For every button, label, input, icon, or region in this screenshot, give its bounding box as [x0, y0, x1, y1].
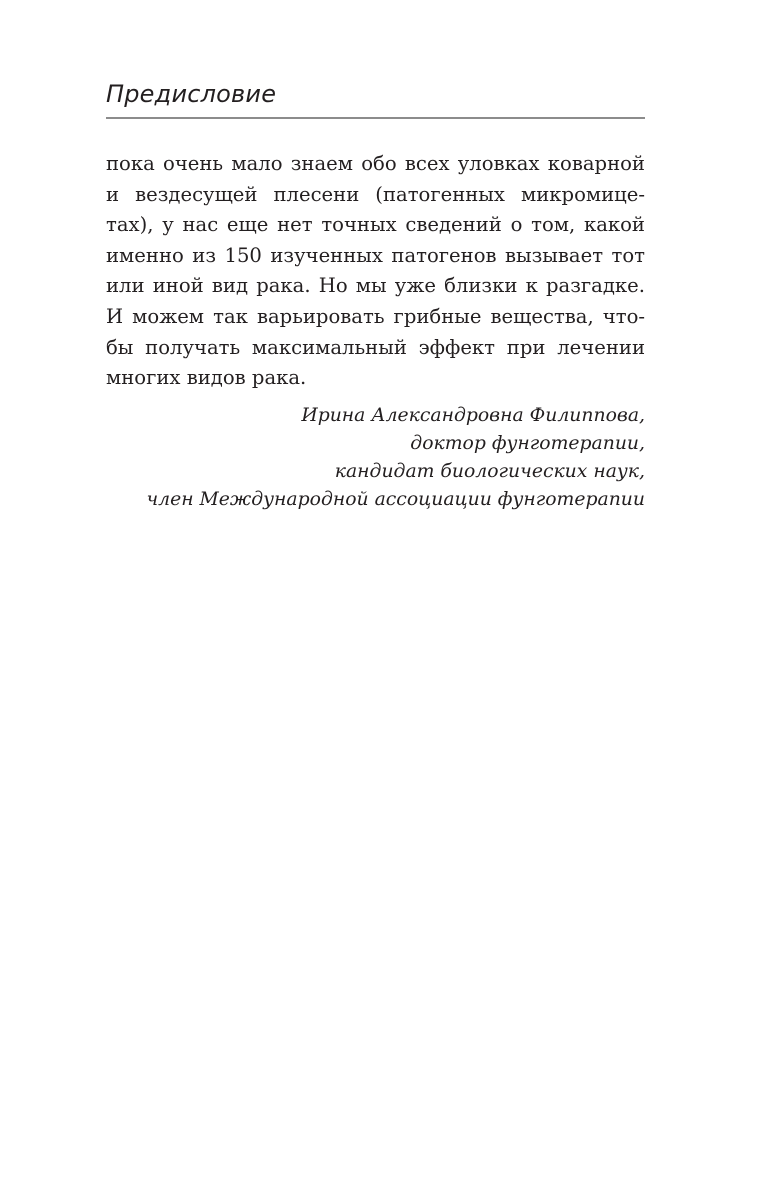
- header-rule: [106, 117, 645, 119]
- body-line: тах), у нас еще нет точных сведений о том, какой: [106, 213, 645, 237]
- body-paragraph: [106, 149, 645, 394]
- body-line: И можем так варьировать грибные вещества, что-: [106, 304, 645, 328]
- body-line: пока очень мало знаем обо всех уловках коварной: [106, 152, 645, 175]
- body-line: и вездесущей плесени (патогенных микромице-: [106, 182, 645, 206]
- signature-title: кандидат биологических наук,: [334, 461, 645, 482]
- running-head-title: Предисловие: [106, 80, 277, 108]
- signature-degree: доктор фунготерапии,: [410, 433, 645, 454]
- body-line: или иной вид рака. Но мы уже близки к разгадке.: [106, 274, 645, 298]
- body-line: именно из 150 изученных патогенов вызывает тот: [106, 243, 645, 267]
- signature-name: Ирина Александровна Филиппова,: [301, 405, 645, 426]
- signature-membership: член Международной ассоциации фунготерапии: [146, 489, 645, 510]
- author-signature: [85, 402, 645, 514]
- body-line: бы получать максимальный эффект при лечении: [106, 335, 645, 359]
- body-line: многих видов рака.: [106, 366, 307, 390]
